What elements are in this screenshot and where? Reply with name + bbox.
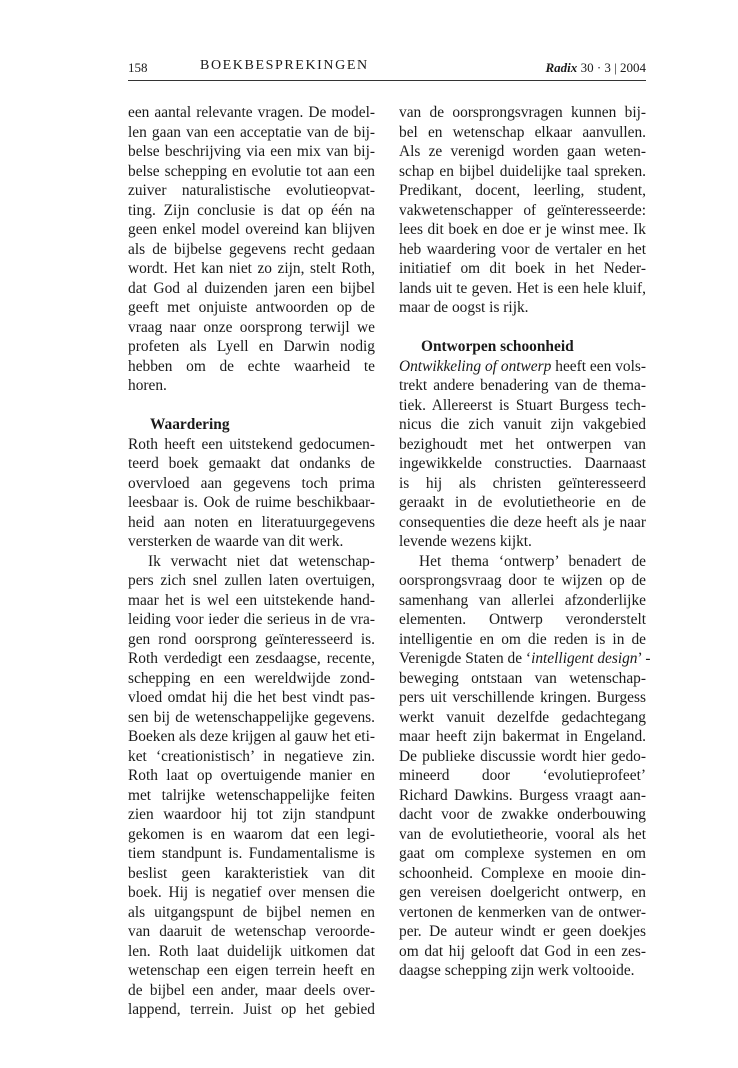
text-line: beweging ontstaan van wetenschap- — [399, 669, 646, 687]
text-line: initiatief om dit boek in het Neder- — [399, 260, 646, 277]
text-line: heb waardering voor de vertaler en het — [399, 240, 646, 258]
text-line: leiding voor ieder die serieus in de vra- — [128, 611, 375, 628]
text-line: nicus die zich vanuit zijn vakgebied — [399, 416, 646, 433]
text-line: van de oorsprongsvragen kunnen bij- — [399, 104, 646, 121]
text-line: dat God al duizenden jaren een bijbel — [128, 279, 375, 297]
text-line: sen bij de wetenschappelijke gegevens. — [128, 708, 375, 726]
text-line: gen rond oorsprong geïnteresseerd is. — [128, 630, 375, 648]
text-line: Richard Dawkins. Burgess vraagt aan- — [399, 786, 646, 804]
text-line: gen vereisen doelgericht ontwerp, en — [399, 884, 646, 901]
text-fragment: Verenigde Staten de ‘ — [399, 650, 532, 667]
text-line: bezighoudt met het ontwerpen van — [399, 435, 646, 453]
text-line: boek. Hij is negatief over mensen die — [128, 884, 375, 901]
journal-name: Radix — [545, 60, 578, 75]
text-line: maar heeft zijn bakermat in Engeland. — [399, 728, 646, 745]
heading-waardering: Waardering — [150, 416, 230, 433]
text-line: Het thema ‘ontwerp’ benadert de — [419, 552, 646, 570]
text-line: gaat om complexe systemen en om — [399, 845, 646, 862]
text-line: beslist geen karakteristiek van dit — [128, 864, 375, 882]
text-line: daagse schepping zijn werk voltooide. — [399, 962, 635, 979]
text-line: vraag naar onze oorsprong terwijl we — [128, 318, 375, 336]
text-line: per. De auteur windt er geen doekjes — [399, 923, 646, 940]
ontworpen-paragraph-2 — [399, 552, 651, 981]
text-line: zien waardoor hij tot zijn standpunt — [128, 806, 375, 823]
text-line: horen. — [128, 377, 167, 394]
text-line: zuiver naturalistische evolutieopvat- — [128, 182, 375, 199]
section-title: BOEKBESPREKINGEN — [200, 58, 369, 73]
text-line: hebben om de echte waarheid te — [128, 357, 375, 375]
text-line: vloed omdat hij die het best vindt pas- — [128, 689, 375, 706]
text-line: tiem standpunt is. Fundamentalisme is — [128, 845, 375, 862]
text-line: van daaruit de wetenschap veroorde- — [128, 923, 375, 940]
ontworpen-paragraph-1 — [399, 357, 646, 552]
text-line: van de evolutietheorie, vooral als het — [399, 825, 646, 843]
right-intro-paragraph — [399, 103, 646, 318]
text-line: pers zich snel zullen laten overtuigen, — [128, 572, 375, 589]
book-title: Ontwikkeling of ontwerp — [399, 357, 552, 375]
text-line: schepping en een wereldwijde zond- — [128, 669, 375, 687]
left-column — [128, 103, 375, 1020]
text-line: vakwetenschapper of geïnteresseerde: — [399, 201, 646, 219]
text-fragment: heeft een vols- — [551, 357, 646, 375]
text-line: Roth verdedigt een zesdaagse, recente, — [128, 650, 375, 667]
text-line: de bijbel een ander, maar deels over- — [128, 981, 375, 999]
text-line: belse schepping en evolutie tot aan een — [128, 162, 375, 180]
text-line: leesbaar is. Ook de ruime beschikbaar- — [128, 494, 375, 511]
text-line: Predikant, docent, leerling, student, — [399, 182, 646, 199]
text-line: als de bijbelse gegevens recht gedaan — [128, 240, 375, 258]
text-line: Als ze verenigd worden gaan weten- — [399, 143, 646, 160]
text-line: levende wezens kijkt. — [399, 533, 532, 550]
text-line: lands uit te geven. Het is een hele kluif, — [399, 279, 646, 297]
text-line: Boeken als deze krijgen al gauw het eti- — [128, 728, 375, 745]
text-line: lappend, terrein. Juist op het gebied — [128, 1001, 375, 1018]
text-line: als uitgangspunt de bijbel nemen en — [128, 903, 375, 921]
text-line: ket ‘creationistisch’ in negatieve zin. — [128, 747, 375, 765]
text-line: heid aan noten en literatuurgegevens — [128, 513, 375, 531]
text-line: lees dit boek en doe er je winst mee. Ik — [399, 221, 646, 238]
text-line: wetenschap een eigen terrein heeft en — [128, 962, 375, 979]
text-line: consequenties die deze heeft als je naar — [399, 513, 646, 531]
italic-term: intelligent design — [531, 650, 638, 667]
text-line: belse beschrijving via een mix van bij- — [128, 143, 375, 160]
text-line: len gaan van een acceptatie van de bij- — [128, 123, 375, 141]
text-line: vertonen de kenmerken van de ontwer- — [399, 903, 646, 921]
text-line: trekt andere benadering van de thema- — [399, 377, 646, 394]
text-line: elementen. Ontwerp veronderstelt — [399, 611, 646, 628]
text-line: een aantal relevante vragen. De model- — [128, 104, 375, 121]
text-line: bel en wetenschap elkaar aanvullen. — [399, 123, 646, 141]
text-line: ting. Zijn conclusie is dat op één na — [128, 201, 375, 219]
waardering-paragraph-2 — [128, 552, 375, 1020]
text-line: intelligentie en om die reden is in de — [399, 630, 646, 648]
journal-issue: 30 · 3 | 2004 — [580, 60, 646, 75]
text-line: De publieke discussie wordt hier gedo- — [399, 747, 646, 765]
text-line — [399, 357, 646, 377]
text-line: schoonheid. Complexe en mooie din- — [399, 864, 646, 882]
text-line: om dat hij gelooft dat God in een zes- — [399, 942, 646, 960]
spacer — [399, 318, 646, 338]
text-line: samenhang van allerlei afzonderlijke — [399, 591, 646, 609]
text-line: profeten als Lyell en Darwin nodig — [128, 338, 375, 355]
text-line: maar de oogst is rijk. — [399, 299, 529, 316]
text-line: Ik verwacht niet dat wetenschap- — [148, 552, 375, 570]
running-header — [128, 58, 646, 81]
text-line: schap en bijbel duidelijke taal spreken. — [399, 162, 646, 180]
text-line: geraakt in de evolutietheorie en de — [399, 494, 646, 511]
text-line: met talrijke wetenschappelijke feiten — [128, 786, 375, 804]
page-number: 158 — [128, 60, 148, 75]
text-line: geeft met onjuiste antwoorden op de — [128, 299, 375, 316]
text-fragment: ’ - — [637, 650, 651, 667]
text-line — [399, 649, 651, 669]
text-line: werkt vanuit dezelfde gedachtegang — [399, 708, 646, 726]
text-line: dacht voor de zwakke onderbouwing — [399, 806, 646, 823]
waardering-paragraph-1 — [128, 435, 375, 552]
text-line: len. Roth laat duidelijk uitkomen dat — [128, 942, 375, 960]
spacer — [128, 396, 375, 416]
text-line: ingewikkelde constructies. Daarnaast — [399, 455, 646, 472]
right-column — [399, 103, 651, 981]
left-intro-paragraph — [128, 103, 375, 396]
text-line: is hij als christen geïnteresseerd — [399, 474, 646, 492]
heading-ontworpen-schoonheid: Ontworpen schoonheid — [421, 338, 574, 355]
journal-reference — [546, 60, 646, 76]
text-line: gekomen is en waarom dat een legi- — [128, 825, 375, 843]
text-line: wordt. Het kan niet zo zijn, stelt Roth, — [128, 260, 375, 277]
text-line: tiek. Allereerst is Stuart Burgess tech- — [399, 396, 646, 414]
text-line: Roth heeft een uitstekend gedocumen- — [128, 435, 375, 453]
text-line: Roth laat op overtuigende manier en — [128, 767, 375, 784]
text-line: mineerd door ‘evolutieprofeet’ — [399, 767, 646, 784]
text-line: geen enkel model overeind kan blijven — [128, 221, 375, 238]
text-line: teerd boek gemaakt dat ondanks de — [128, 455, 375, 472]
text-line: maar het is wel een uitstekende hand- — [128, 591, 375, 609]
text-line: overvloed aan gegevens toch prima — [128, 474, 375, 492]
text-line: versterken de waarde van dit werk. — [128, 533, 344, 550]
text-line: pers uit verschillende kringen. Burgess — [399, 689, 646, 706]
text-line: oorsprongsvraag door te wijzen op de — [399, 572, 646, 589]
